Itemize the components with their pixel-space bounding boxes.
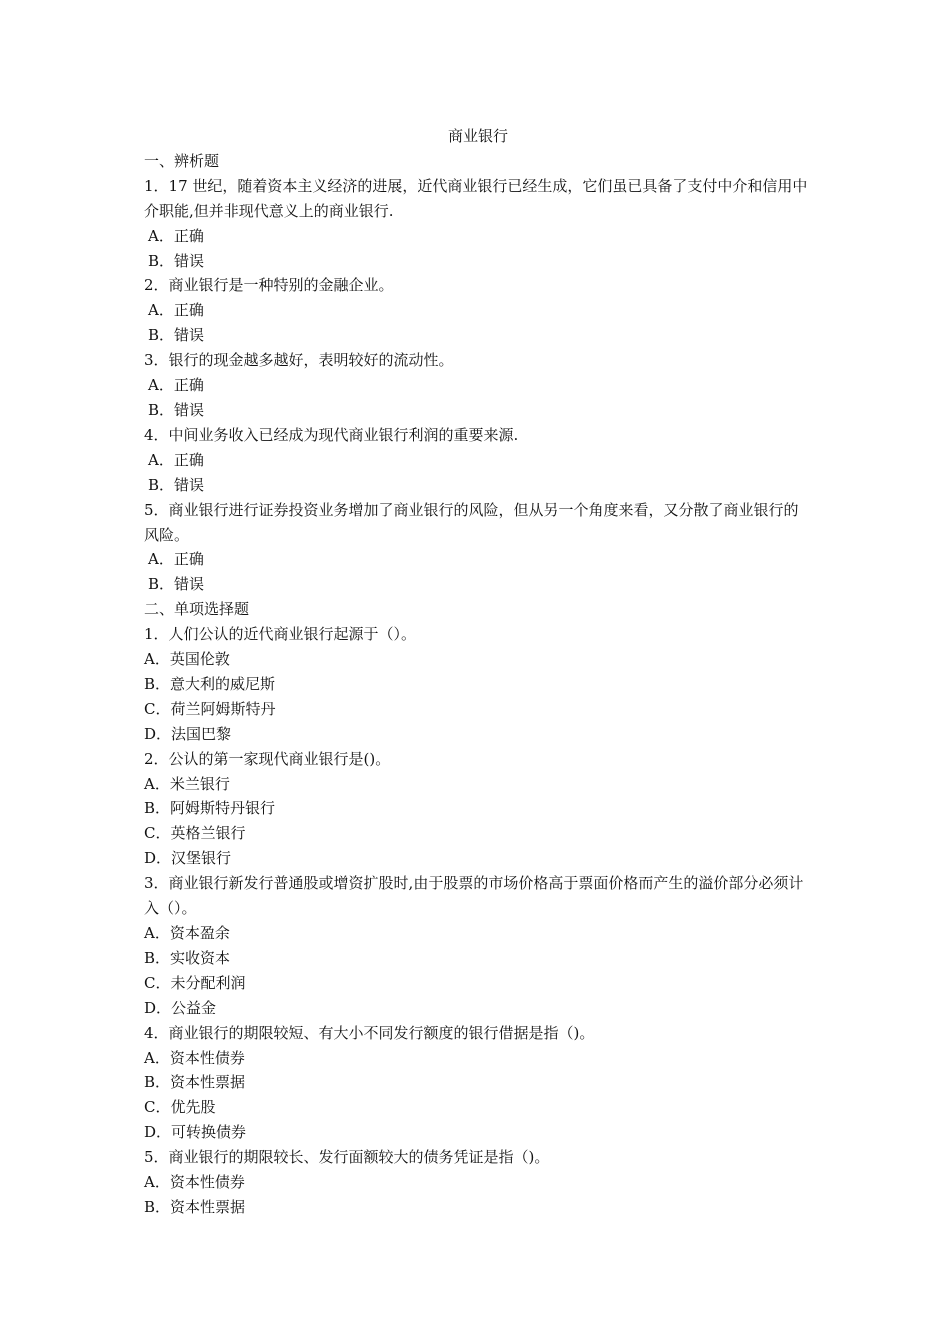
- answer-option: B．错误: [148, 400, 205, 419]
- answer-option: B．错误: [148, 326, 205, 345]
- question-text: 2．商业银行是一种特别的金融企业。: [144, 276, 394, 295]
- answer-option: D．公益金: [144, 998, 217, 1017]
- answer-option: A．正确: [148, 301, 204, 320]
- answer-option: A．英国伦敦: [144, 650, 230, 669]
- question-text: 3．银行的现金越多越好，表明较好的流动性。: [144, 351, 454, 370]
- answer-option: C．荷兰阿姆斯特丹: [144, 699, 276, 718]
- answer-option: B．实收资本: [144, 948, 231, 967]
- answer-option: B．错误: [148, 575, 205, 594]
- answer-option: A．正确: [148, 550, 204, 569]
- question-text: 4．商业银行的期限较短、有大小不同发行额度的银行借据是指（)。: [144, 1023, 595, 1042]
- answer-option: A．资本性债券: [144, 1173, 245, 1192]
- answer-option: B．阿姆斯特丹银行: [144, 799, 276, 818]
- answer-option: A．正确: [148, 226, 204, 245]
- answer-option: D．法国巴黎: [144, 724, 232, 743]
- answer-option: B．意大利的威尼斯: [144, 674, 276, 693]
- document-body: [144, 124, 812, 1220]
- question-text: 5．商业银行进行证券投资业务增加了商业银行的风险，但从另一个角度来看，又分散了商业银行的风险。: [144, 500, 799, 544]
- answer-option: B．错误: [148, 475, 205, 494]
- answer-option: A．资本性债券: [144, 1048, 245, 1067]
- answer-option: A．资本盈余: [144, 924, 230, 942]
- question-text: 2．公认的第一家现代商业银行是()。: [144, 749, 391, 768]
- answer-option: B．资本性票据: [144, 1073, 246, 1092]
- question-text: 1．人们公认的近代商业银行起源于（）。: [144, 625, 417, 644]
- question-text: 5．商业银行的期限较长、发行面额较大的债务凭证是指（)。: [144, 1148, 550, 1167]
- answer-option: C．英格兰银行: [144, 824, 246, 843]
- answer-option: B．错误: [148, 251, 205, 270]
- question-text: 1．17 世纪，随着资本主义经济的进展，近代商业银行已经生成，它们虽已具备了支付中介和信用中介职能,但并非现代意义上的商业银行.: [144, 176, 808, 220]
- section-heading: 二、单项选择题: [144, 600, 250, 619]
- answer-option: B．资本性票据: [144, 1197, 246, 1216]
- answer-option: C．未分配利润: [144, 973, 246, 992]
- question-text: 4．中间业务收入已经成为现代商业银行利润的重要来源.: [144, 425, 519, 444]
- answer-option: A．正确: [148, 376, 204, 395]
- answer-option: A．正确: [148, 450, 204, 469]
- section-heading: 一、辨析题: [144, 151, 220, 170]
- question-text: 3．商业银行新发行普通股或增资扩股时,由于股票的市场价格高于票面价格而产生的溢价部分必须计入（）。: [144, 874, 804, 918]
- answer-option: D．可转换债券: [144, 1123, 247, 1142]
- answer-option: C．优先股: [144, 1098, 216, 1117]
- document-title: 商业银行: [447, 127, 508, 145]
- answer-option: A．米兰银行: [144, 774, 230, 793]
- answer-option: D．汉堡银行: [144, 849, 232, 868]
